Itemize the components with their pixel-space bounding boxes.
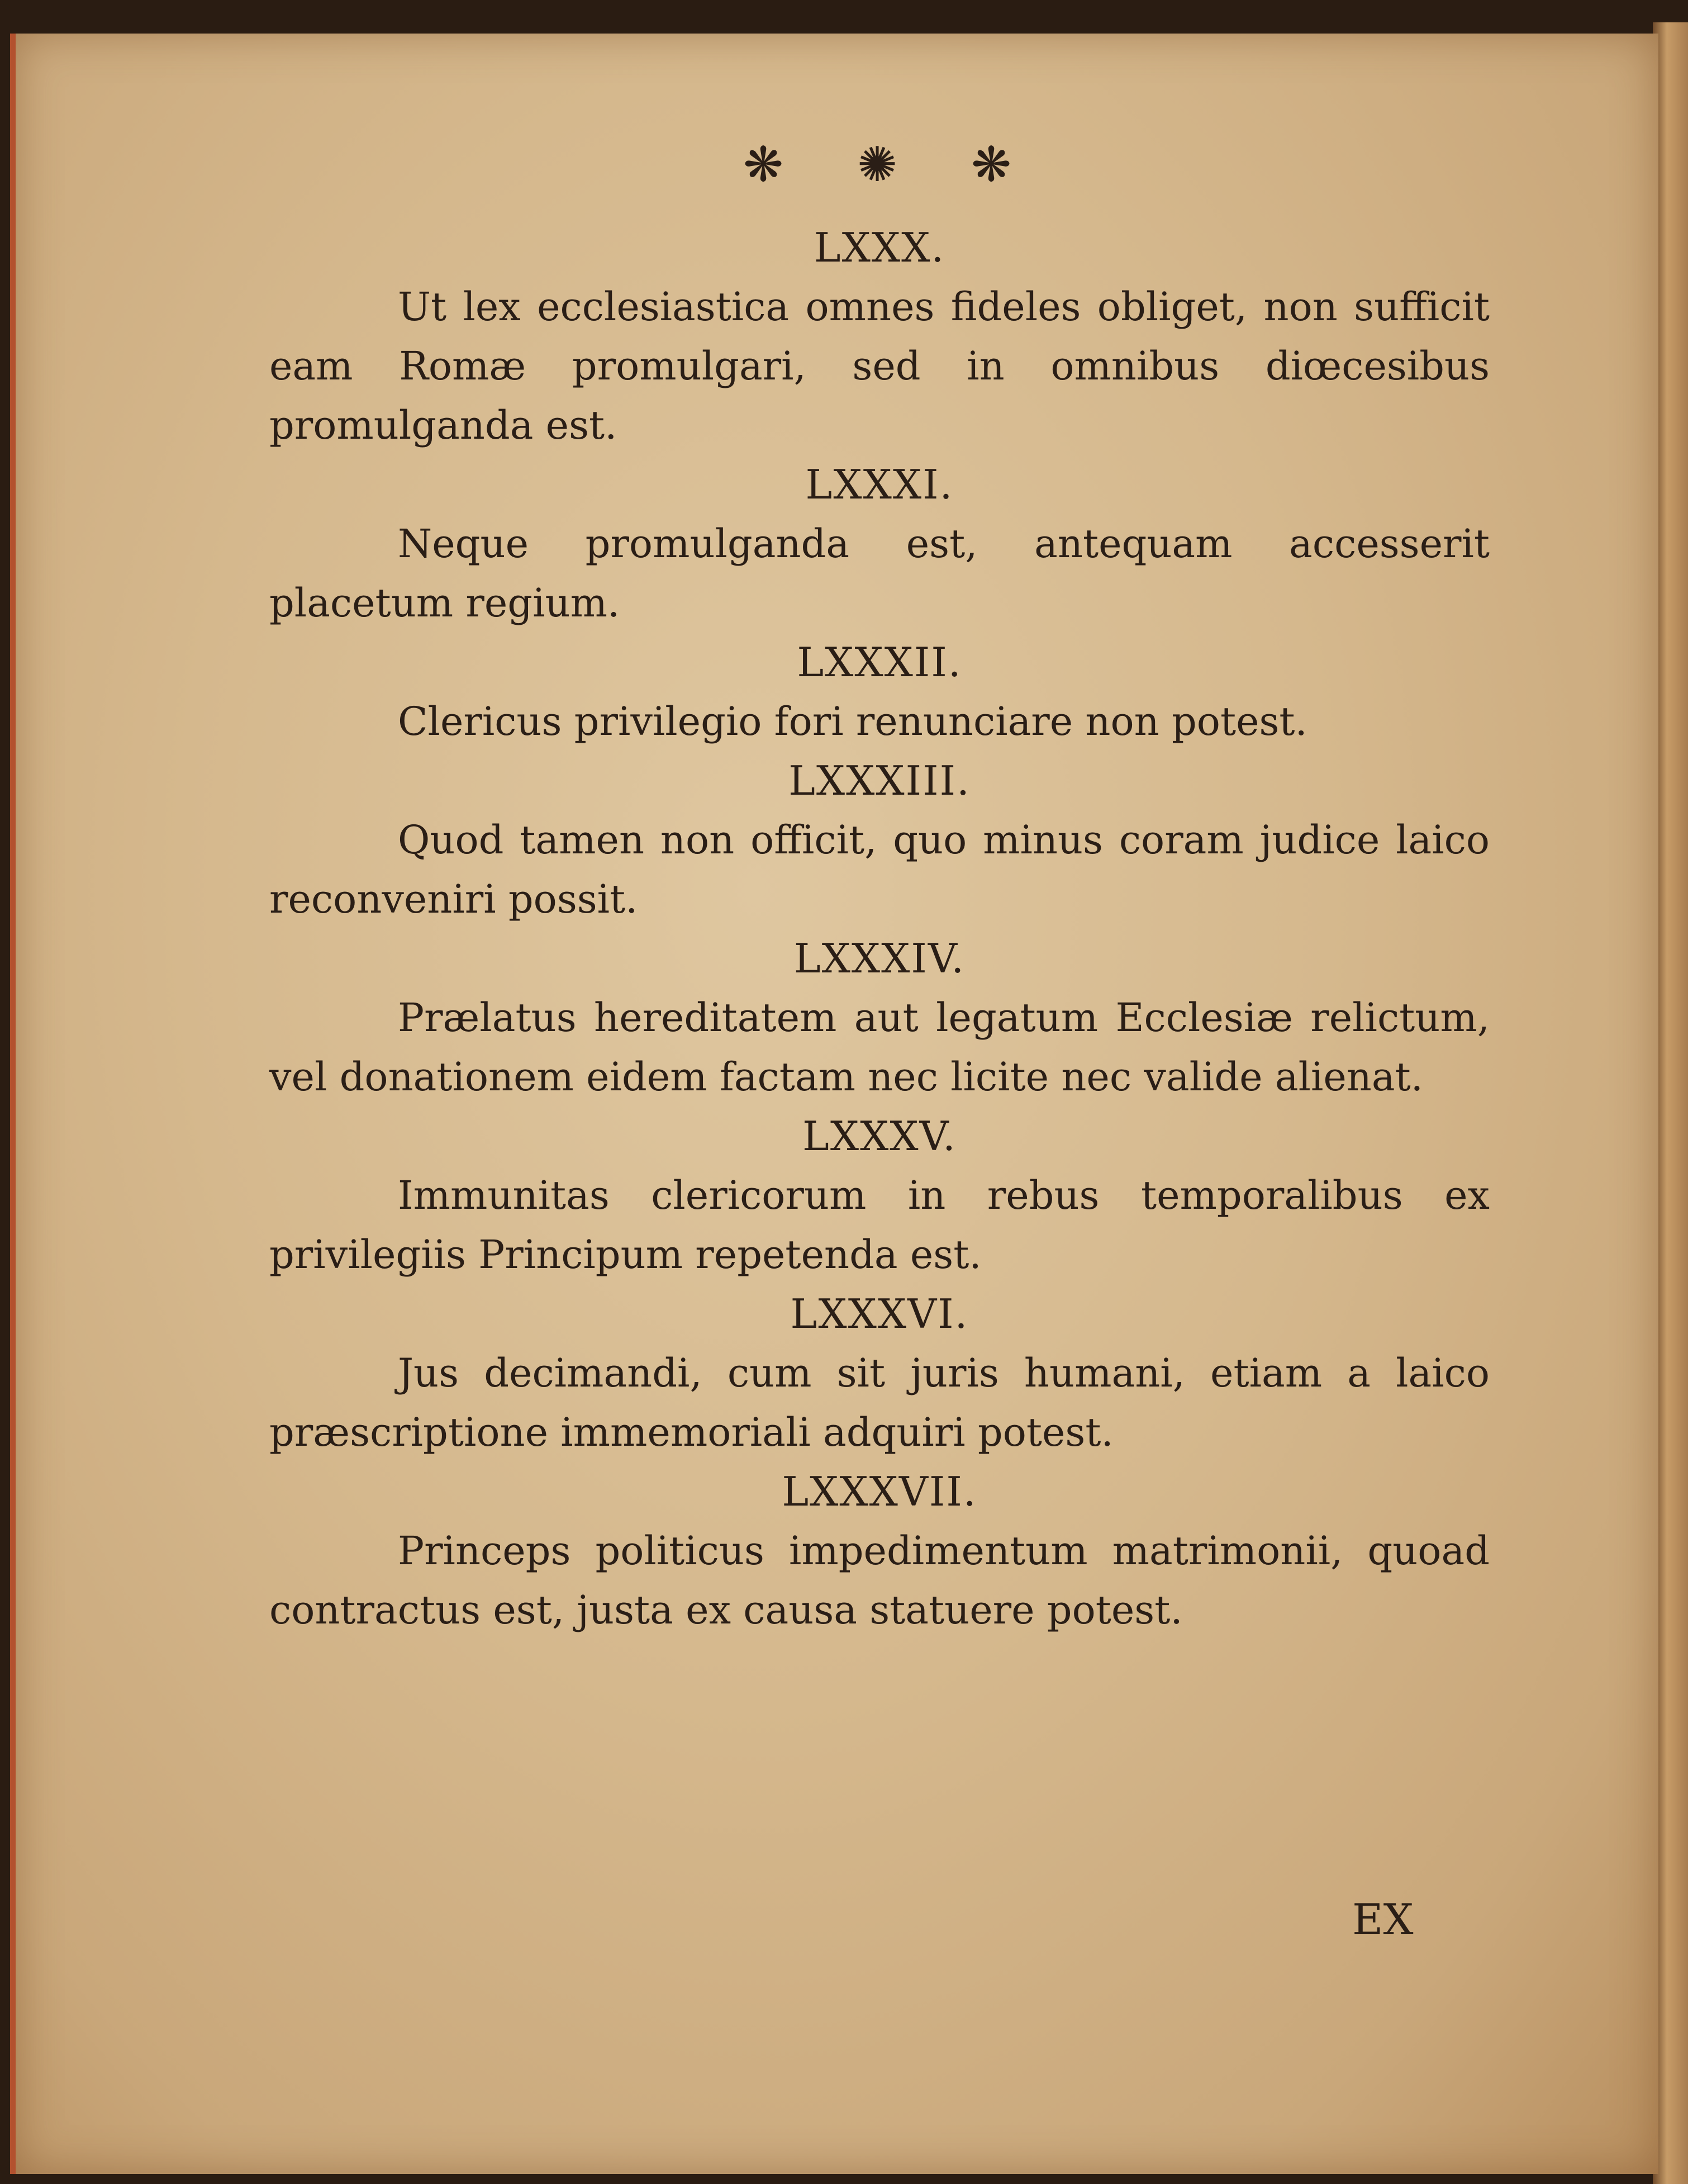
ornament-left-icon: ❋: [743, 137, 784, 193]
article-text: Quod tamen non officit, quo minus coram judice laico reconveniri possit.: [269, 817, 1490, 922]
ornament-row: [743, 134, 1011, 196]
article-heading: LXXXIII.: [788, 757, 971, 804]
text-block: [269, 218, 1490, 1640]
article-text: Neque promulganda est, antequam accesserit placetum regium.: [269, 521, 1490, 626]
article-text: Jus decimandi, cum sit juris humani, etiam a laico præscriptione immemoriali adquiri potest.: [269, 1350, 1490, 1455]
article-heading: LXXXV.: [802, 1113, 957, 1160]
article-heading: LXXXVII.: [782, 1468, 977, 1515]
article-text: Prælatus hereditatem aut legatum Ecclesiæ relictum, vel donationem eidem factam nec licite nec valide alienat.: [269, 995, 1490, 1100]
catchword: EX: [1352, 1895, 1414, 1944]
article-text: Clericus privilegio fori renunciare non potest.: [398, 699, 1307, 744]
article-heading: LXXXVI.: [790, 1290, 969, 1337]
article-heading: LXXXI.: [805, 461, 954, 508]
article-heading: LXXXII.: [797, 639, 962, 686]
article-text: Princeps politicus impedimentum matrimonii, quoad contractus est, justa ex causa statuere potest.: [269, 1528, 1490, 1633]
ornament-center-icon: ✺: [857, 137, 898, 193]
article-heading: LXXX.: [814, 224, 945, 271]
ornament-right-icon: ❋: [971, 137, 1011, 193]
article-heading: LXXXIV.: [793, 935, 966, 982]
article-text: Immunitas clericorum in rebus temporalibus ex privilegiis Principum repetenda est.: [269, 1172, 1490, 1278]
article-text: Ut lex ecclesiastica omnes fideles obliget, non sufficit eam Romæ promulgari, sed in omnibus diœcesibus promulganda est.: [269, 284, 1490, 448]
